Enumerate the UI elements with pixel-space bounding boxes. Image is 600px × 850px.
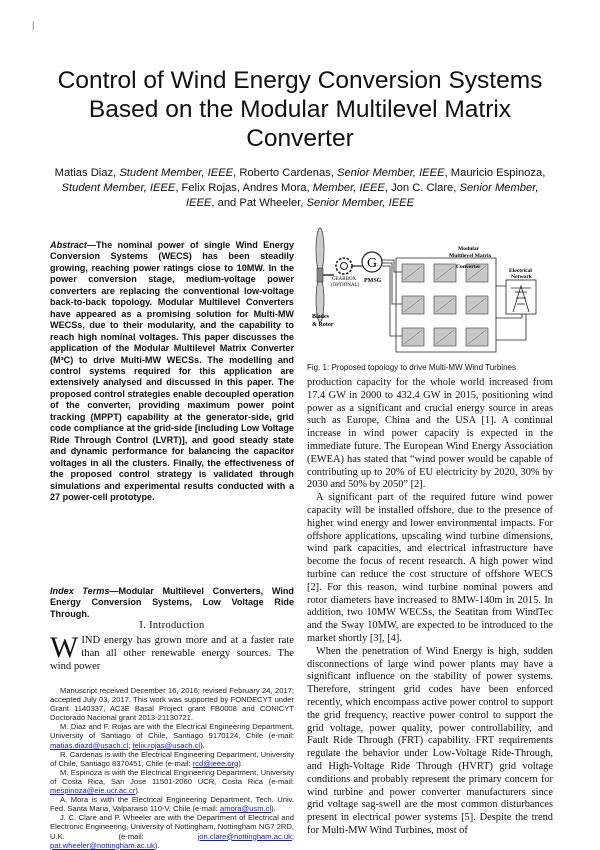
footnote-text: ; [291,831,294,841]
footnote-text: A. Mora is with the Electrical Engineering Department, Tech. Univ. Fed. Santa Maria, Valparaiso 110-V, Chile (e-mail: [50,795,294,814]
footnote [50,813,294,849]
footnote-text: M. Diaz and F. Rojas are with the Electrical Engineering Department, University of Santiago of Chile, Santiago 9170124, Chile (e-mail: [50,722,294,741]
converter-label-line3: Converter [456,264,481,270]
email-link[interactable]: rcd@ieee.org [192,758,239,768]
footnote-text: R. Cardenas is with the Electrical Engineering Department, University of Chile, Santiago 8370451, Chile (e-mail: [50,749,294,768]
gearbox-icon [336,258,362,274]
generator-connection-lines [382,260,402,336]
author-name: , Mauricio Espinoza, [444,167,546,179]
author-name: , Roberto Cardenas, [233,167,337,179]
footnote-text: ; [128,740,133,750]
drop-cap: W [50,631,79,664]
author-affiliation: Senior Member, IEEE [185,182,539,209]
index-terms-text: Modular Multilevel Converters, Wind Energy Conversion Systems, Low Voltage Ride Through. [50,586,294,619]
email-link[interactable]: matias.diazd@usach.cl [50,740,129,750]
converter-label-line2: Multilevel Matrix [449,253,492,259]
introduction-paragraph: IND energy has grown more and at a faster rate than all other renewable energy sources. The wind power [50,635,294,672]
abstract-label: Abstract [50,240,87,250]
author-name: , Jon C. Clare, [384,182,460,194]
email-link[interactable]: pat.wheeler@nottingham.ac.uk [50,840,155,850]
email-link[interactable]: jon.clare@nottingham.ac.uk [197,831,292,841]
footnote-text: ). [271,804,276,814]
footnotes [50,686,294,850]
blades-label: Blades [312,314,330,320]
footnote-text: M. Espinoza is with the Electrical Engineering Department, University of Costa Rica, San Jose 11501-2060 UCR, Costa Rica (e-mail: [50,767,294,786]
author-list [50,166,550,211]
abstract-dash: — [86,240,96,250]
gearbox-label: GEARBOX [332,277,357,282]
body-paragraph: When the penetration of Wind Energy is high, sudden disconnections of large wind power plants may have a significant influence on the stability of power systems. Therefore, stringent grid codes have been enforced recently, which encompass active power control to support the grid frequency, reactive power control to support the grid voltage, power quality, power controllability, and Fault Ride Through (FRT) capability. FRT requirements regulate the behavior under Low-Voltage Ride-Through, and High-Voltage Ride Through (HVRT) grid voltage conditions and probably represent the primary concern for wind turbine and power converter manufacturers since grid voltage sag-swell are the most common disturbances present in electrical power systems [5]. Despite the trend for Multi-MW Wind Turbines, most of [307,645,553,836]
author-name: , Felix Rojas, Andres Mora, [175,182,313,194]
author-affiliation: Student Member, IEEE [61,182,176,194]
index-terms-label: Index Terms [50,586,110,596]
rotor-label: & Rotor [312,322,334,328]
author-affiliation: Member, IEEE [312,182,385,194]
email-link[interactable]: amora@usm.cl [219,804,272,814]
author-name: , and Pat Wheeler, [211,197,307,209]
gearbox-optional-label: (OPTIONAL) [331,283,360,288]
topology-figure [306,222,556,360]
footnote-text: Manuscript received December 16, 2016; revised February 24, 2017; accepted July 03, 2017. This work was supported by FONDECYT under Grant 1140337, AC3E Basal Project grant FB0008 and CONICYT Doctorado Nacional grant 2013-21130721. [50,686,294,723]
wind-turbine-icon [316,228,334,322]
footnote-text: J. C. Clare and P. Wheeler are with the Department of Electrical and Electronic Engineering, University of Nottingham, Nottingham NG7 2RD, U.K. (e-mail: [50,813,294,841]
footnote-text: ). [154,840,160,850]
index-terms-dash: — [109,586,119,596]
converter-label-line1: Modular [458,246,480,252]
figure-caption: Fig. 1: Proposed topology to drive Multi-MW Wind Turbines [307,363,516,372]
index-terms [50,586,294,620]
footnote [50,750,294,768]
right-column-text [307,377,553,838]
author-affiliation: Senior Member, IEEE [337,167,445,179]
network-label-line2: Network [511,274,532,280]
electrical-network-icon [506,280,536,314]
email-link[interactable]: mespinoza@eie.ucr.ac.cr [50,786,136,796]
footnote [50,795,294,813]
body-paragraph: production capacity for the whole world increased from 17.4 GW in 2000 to 432.4 GW in 2015, positioning wind power as a significant and crucial energy source in areas such as Europe, China and the USA [1]. A continual increase in wind power capacity is expected in the immediate future. The European Wind Energy Association (EWEA) has stated that “wind power would be capable of contributing up to 20% of EU electricity by 2020, 30% by 2030 and 50% by 2050” [2]. [307,377,553,491]
email-link[interactable]: felix.rojas@usach.cl [132,740,201,750]
footnote [50,768,294,795]
network-label-line1: Electrical [509,268,532,274]
pmsg-label: PMSG [364,278,382,284]
footnote [50,686,294,722]
section-heading: I. Introduction [139,620,205,631]
page-marker: | [32,20,35,30]
footnote [50,722,294,749]
abstract-text: The nominal power of single Wind Energy Conversion Systems (WECS) has been steadily growing, reaching power ratings close to 10MW. In the power conversion stage, medium-voltage power converters are replacing the conventional low-voltage back-to-back topology. Modular Multilevel Converters have appeared as a promising solution for Multi-MW WECSs, due to their modularity, and the capability to reach high nominal voltages. This paper discusses the application of the Modular Multilevel Matrix Converter (M³C) to drive Multi-MW WECSs. The modelling and control systems required for this application are extensively analysed and discussed in this paper. The proposed control strategies enable decoupled operation of the converter, providing maximum power point tracking (MPPT) capability at the generator-side, grid code compliance at the grid-side [including Low Voltage Ride Through Control (LVRT)], and good steady state and dynamic performance for balancing the capacitor voltages in all the clusters. Finally, the effectiveness of the proposed control strategy is validated through simulations and experimental results conducted with a 27 power-cell prototype. [50,240,294,502]
generator-label: G [367,256,378,271]
paper-title: Control of Wind Energy Conversion Systems Based on the Modular Multilevel Matrix Converter [57,67,543,152]
footnote-text: ). [238,758,244,768]
body-paragraph: A significant part of the required future wind power capacity will be installed offshore, due to the presence of higher wind energy and lower environmental impacts. For offshore applications, upscaling wind turbine dimensions, wind park capacities, and electrical infrastructure have become the focus of recent research. A high power wind turbine can reduce the cost structure of offshore WECS [2]. For this reason, wind turbine nominal powers and rotor diameters have increased to 8MW-140m in 2015. In addition, two 10MW WECSs, the Seatitan from WindTec and the Sway 10MW, are expected to be introduced to the market shortly [3], [4]. [307,492,553,644]
footnote-text: ). [200,740,205,750]
author-name: Matias Diaz, [54,167,120,179]
footnote-text: ). [135,786,141,796]
abstract [50,240,294,503]
author-affiliation: Senior Member, IEEE [306,197,415,209]
introduction-text [50,631,294,673]
author-affiliation: Student Member, IEEE [119,167,234,179]
